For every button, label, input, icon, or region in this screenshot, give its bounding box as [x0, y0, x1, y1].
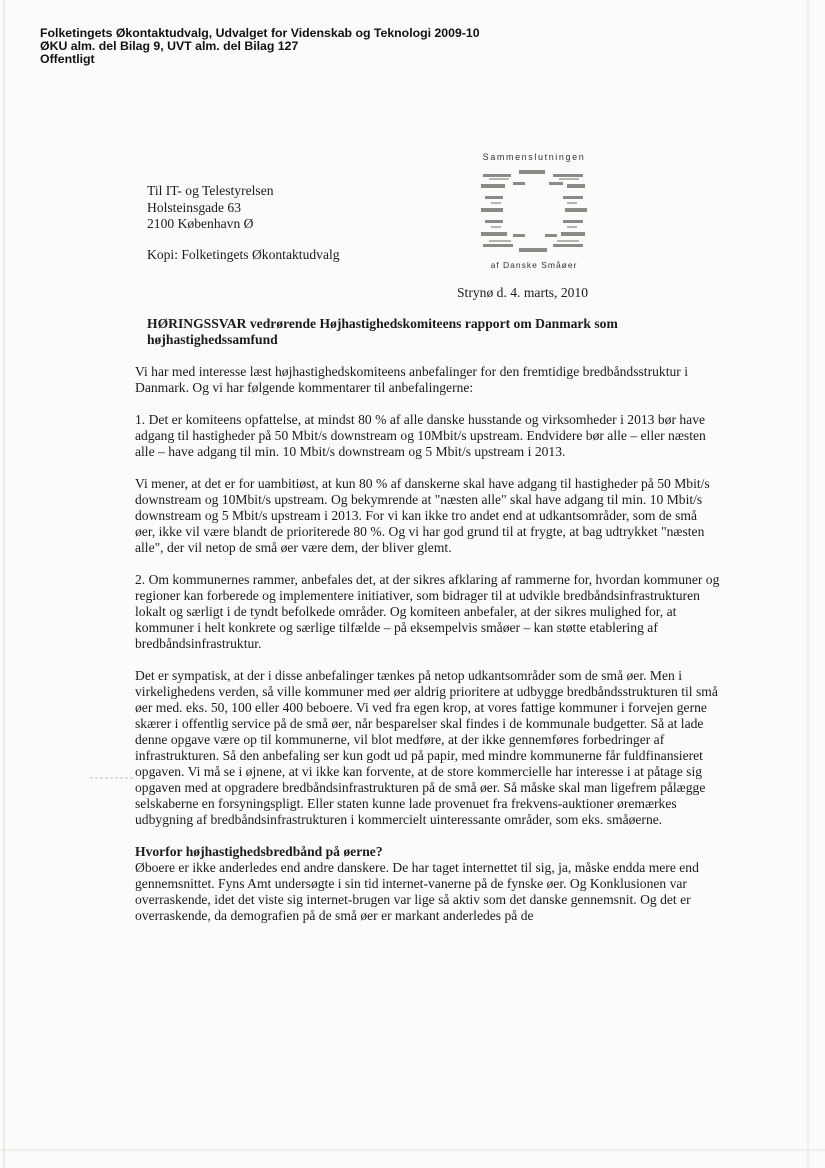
address-city: 2100 København Ø: [147, 216, 254, 231]
island-logo-icon: [479, 168, 589, 256]
letter-title: HØRINGSSVAR vedrørende Højhastighedskomiteens rapport om Danmark som højhastighedssamfund: [147, 316, 618, 347]
association-logo: [470, 152, 598, 270]
paragraph-intro: Vi har med interesse læst højhastighedskomiteens anbefalinger for den fremtidige bredbåndsstruktur i Danmark. Og vi har følgende kommentarer til anbefalingerne:: [135, 364, 688, 395]
header-line-bilag: ØKU alm. del Bilag 9, UVT alm. del Bilag 127: [40, 39, 299, 53]
section-heading: Hvorfor højhastighedsbredbånd på øerne?: [135, 844, 383, 859]
logo-top-text: Sammenslutningen: [482, 152, 586, 162]
document-header: [40, 27, 480, 66]
address-street: Holsteinsgade 63: [147, 199, 242, 215]
letter-date: Strynø d. 4. marts, 2010: [457, 285, 589, 300]
header-line-committee: Folketingets Økontaktudvalg, Udvalget for Videnskab og Teknologi 2009-10: [40, 26, 480, 40]
paragraph-recommendation-1: 1. Det er komiteens opfattelse, at mindst 80 % af alle danske husstande og virksomheder i 2013 bør have adgang til hastigheder på 50 Mbit/s downstream og 10Mbit/s upstream. Endvidere bør alle – eller næsten alle – have adgang til min. 10 Mbit/s downstream og 5 Mbit/s upstream i 2013.: [135, 412, 706, 459]
paragraph-response-1: Vi mener, at det er for uambitiøst, at kun 80 % af danskerne skal have adgang til hastigheder på 50 Mbit/s downstream og 10Mbit/s upstream. Og bekymrende at "næsten alle" skal have adgang til min. 10 Mbit/s downstream og 5 Mbit/s upstream i 2013. For vi kan ikke tro andet end at udkantsområder, som de små øer, ikke vil være blandt de prioriterede 80 %. Og vi har god grund til at frygte, at bag udtrykket "næsten alle", der vil netop de små øer være dem, der bliver glemt.: [135, 476, 710, 555]
logo-bottom-text: af Danske Småøer: [490, 260, 578, 270]
letter-body: [135, 364, 720, 924]
section-paragraph: Øboere er ikke anderledes end andre danskere. De har taget internettet til sig, ja, måske endda mere end gennemsnittet. Fyns Amt undersøgte i sin tid internet-vanerne på de fynske øer. Og Konklusionen var overraskende, idet det viste sig internet-brugen var lige så aktiv som det danske gennemsnit. Og det er overraskende, da demografien på de små øer er markant anderledes på de: [135, 860, 699, 923]
recipient-address: [147, 183, 274, 233]
header-line-public: Offentligt: [40, 52, 95, 66]
copy-recipient: Kopi: Folketingets Økontaktudvalg: [147, 247, 340, 262]
address-recipient: Til IT- og Telestyrelsen: [147, 183, 274, 198]
paragraph-recommendation-2: 2. Om kommunernes rammer, anbefales det, at der sikres afklaring af rammerne for, hvordan kommuner og regioner kan forberede og implementere initiativer, som bidrager til at udvikle bredbåndsinfrastrukturen lokalt og særligt i de tyndt befolkede områder. Og komiteen anbefaler, at der sikres mulighed for, at kommuner i helt konkrete og særlige tilfælde – på eksempelvis småøer – kan støtte etablering af bredbåndsinfrastruktur.: [135, 572, 720, 651]
paragraph-response-2: Det er sympatisk, at der i disse anbefalinger tænkes på netop udkantsområder som de små øer. Men i virkelighedens verden, så ville kommuner med øer aldrig prioritere at udbygge bredbåndsstrukturen til små øer med. eks. 50, 100 eller 400 beboere. Vi ved fra egen krop, at vores fattige kommuner i forvejen gerne skærer i offentlig service på de små øer, når besparelser skal findes i de kommunale budgetter. Så at lade denne opgave være op til kommunerne, vil blot medføre, at der ikke gennemføres forbedringer af infrastrukturen. Så den anbefaling ser kun godt ud på papir, med mindre kommunerne får fuldfinansieret opgaven. Vi må se i øjnene, at vi ikke kan forvente, at de store kommercielle har interesse i at påtage sig opgaven med at opgradere bredbåndsinfrastrukturen på de små øer. Så måske skal man ligefrem pålægge selskaberne en forsyningspligt. Eller staten kunne lade provenuet fra frekvens-auktioner øremærkes udbygning af bredbåndsinfrastrukturen i kommercielt uinteressante områder, som eks. småøerne.: [135, 668, 718, 827]
